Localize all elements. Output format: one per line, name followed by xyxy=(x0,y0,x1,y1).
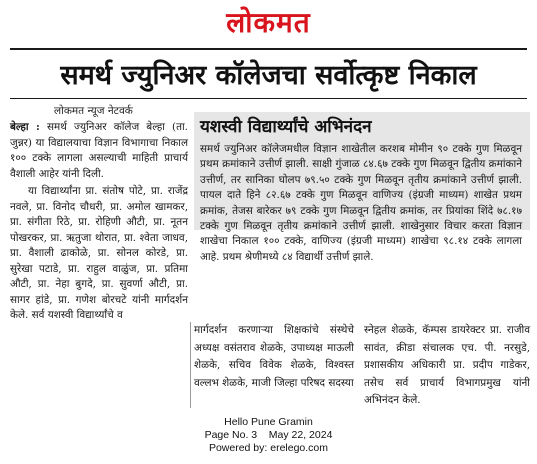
paragraph-4: स्नेहल शेळके, कॅम्पस डायरेक्टर प्रा. राजीव सावंत, क्रीडा संचालक एच. पी. नरसुडे, प्रशासकीय अधिकारी प्रा. प्रदीप गाडेकर, तसेच सर्व प्राचार्य विभागप्रमुख यांनी अभिनंदन केले. xyxy=(364,324,530,406)
paragraph-1 xyxy=(10,120,188,182)
box-text: समर्थ ज्युनिअर कॉलेजमधील विज्ञान शाखेतील करशब मोमीन ९० टक्के गुण मिळवून प्रथम क्रमांकाने उत्तीर्ण झाली. साक्षी गुंजाळ ८४.६७ टक्के गुण मिळवून द्वितीय क्रमांकाने उत्तीर्ण, तर सानिका घोलप ७९.५० टक्के गुण मिळवून तृतीय क्रमांकाने उत्तीर्ण झाली. पायल दाते हिने ८२.६७ टक्के गुण मिळवून वाणिज्य (इंग्रजी माध्यम) शाखेत प्रथम क्रमांक, तेजस बारेकर ७९ टक्के गुण मिळवून द्वितीय क्रमांक, तर प्रियांका शिंदे ७८.१७ टक्के गुण मिळवून तृतीय क्रमांकाने उत्तीर्ण झाली. शाखेनुसार विचार करता विज्ञान शाखेचा निकाल १०० टक्के, वाणिज्य (इंग्रजी माध्यम) शाखेचा ९८.१४ टक्के लागला आहे. प्रथम श्रेणीमध्ये ८४ विद्यार्थी उत्तीर्ण झाले. xyxy=(200,143,522,263)
masthead xyxy=(0,6,537,40)
article-column-left xyxy=(10,120,188,326)
page-info: Page No. 3 May 22, 2024 xyxy=(204,429,333,441)
page-footer xyxy=(0,416,537,455)
column-divider xyxy=(190,322,191,408)
paragraph-3: मार्गदर्शन करणाऱ्या शिक्षकांचे संस्थेचे अध्यक्ष वसंतराव शेळके, उपाध्यक्ष माऊली शेळके, सचिव विवेक शेळके, विश्वस्त वल्लभ शेळके, माजी जिल्हा परिषद सदस्या xyxy=(194,324,354,389)
newspaper-logo: लोकमत xyxy=(226,6,311,39)
top-rule xyxy=(10,48,527,50)
powered-by: Powered by: erelego.com xyxy=(208,442,329,454)
box-title: यशस्वी विद्यार्थ्यांचे अभिनंदन xyxy=(200,117,372,137)
headline-rule xyxy=(10,98,527,99)
edition-name: Hello Pune Gramin xyxy=(224,416,313,428)
article-headline: समर्थ ज्युनिअर कॉलेजचा सर्वोत्कृष्ट निकाल xyxy=(60,60,477,91)
paragraph-2: या विद्यार्थ्यांना प्रा. संतोष पोटे, प्रा. राजेंद्र नवले, प्रा. विनोद चौधरी, प्रा. अमोल खामकर, प्रा. संगीता रिठे, प्रा. रोहिणी औटी, प्रा. नूतन पोखरकर, प्रा. ऋतुजा थोरात, प्रा. श्वेता जाधव, प्रा. वैशाली ढाकोळे, प्रा. सोनल कोरडे, प्रा. सुरेखा पटाडे, प्रा. राहुल वाळुंज, प्रा. प्रतिमा औटी, प्रा. नेहा बुगदे, प्रा. सुवर्णा औटी, प्रा. सागर हांडे, प्रा. गणेश बोरचटे यांनी मार्गदर्शन केले. सर्व यशस्वी विद्यार्थ्यांचे व xyxy=(10,185,188,321)
byline: लोकमत न्यूज नेटवर्क xyxy=(54,105,133,117)
paragraph-1-text: समर्थ ज्युनिअर कॉलेज बेल्हा (ता. जुन्नर) या विद्यालयाचा विज्ञान विभागाचा निकाल १०० टक्के लागला असल्याची माहिती प्राचार्य वैशाली आहेर यांनी दिली. xyxy=(10,121,188,180)
dateline: बेल्हा : xyxy=(10,121,40,133)
